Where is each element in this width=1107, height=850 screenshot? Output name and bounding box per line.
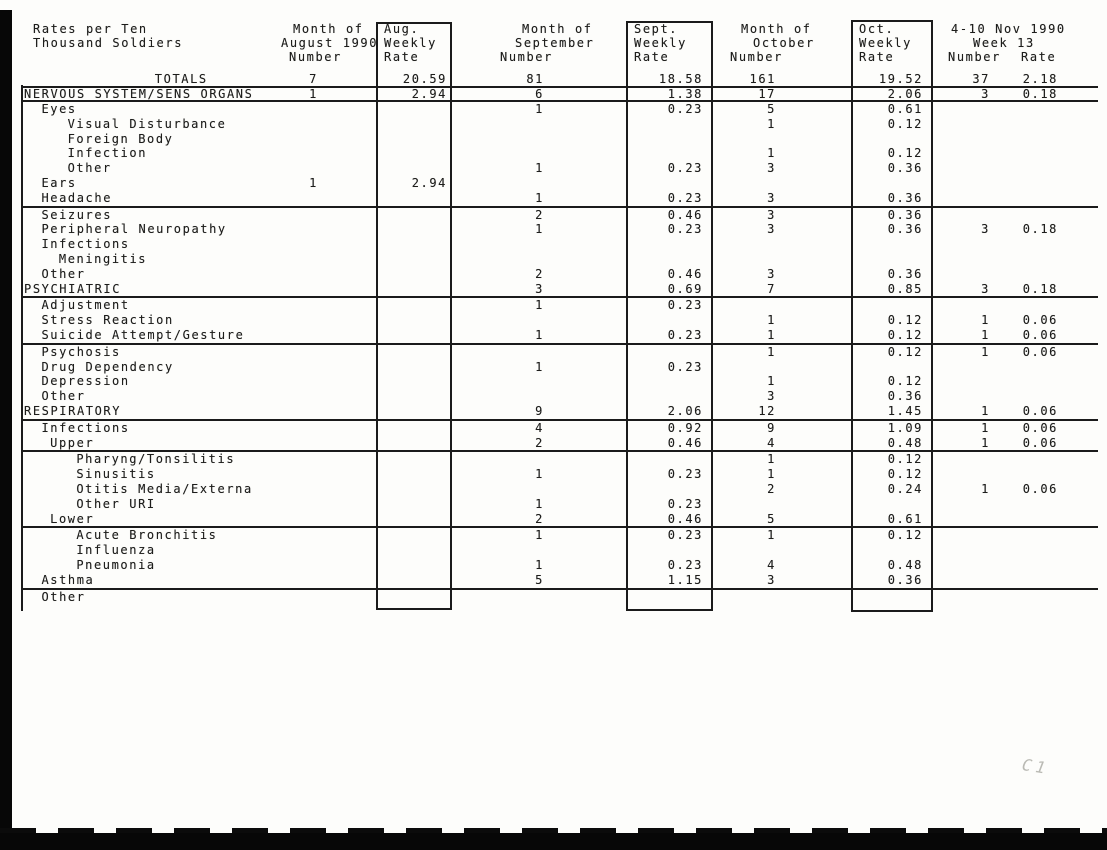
scan-edge-bottom bbox=[0, 833, 1107, 850]
cell-oct-rate: 0.12 bbox=[887, 374, 923, 389]
cell-oct-number: 1 bbox=[767, 528, 776, 543]
row-label: Sinusitis bbox=[76, 467, 156, 482]
table-row bbox=[22, 252, 1098, 267]
row-label: Visual Disturbance bbox=[67, 116, 227, 131]
table-row bbox=[22, 73, 1098, 88]
table-row bbox=[22, 436, 1098, 453]
table-row bbox=[22, 467, 1098, 482]
table-row bbox=[22, 117, 1098, 132]
cell-sep-number: 4 bbox=[535, 420, 544, 435]
cell-oct-number: 1 bbox=[767, 344, 776, 359]
cell-oct-rate: 0.85 bbox=[887, 281, 923, 296]
cell-oct-number: 3 bbox=[767, 572, 776, 587]
row-label: Other bbox=[41, 589, 86, 604]
cell-nov-rate: 0.06 bbox=[1022, 481, 1058, 496]
table-row bbox=[22, 222, 1098, 237]
cell-sep-rate: 0.23 bbox=[667, 467, 703, 482]
cell-oct-number: 1 bbox=[767, 452, 776, 467]
cell-nov-number: 1 bbox=[981, 481, 990, 496]
cell-nov-rate: 0.06 bbox=[1022, 313, 1058, 328]
cell-sep-number: 1 bbox=[535, 190, 544, 205]
cell-sep-rate: 0.23 bbox=[667, 161, 703, 176]
cell-nov-rate: 0.18 bbox=[1022, 87, 1058, 101]
cell-oct-number: 1 bbox=[767, 327, 776, 342]
cell-oct-rate: 0.36 bbox=[887, 207, 923, 222]
cell-oct-number: 12 bbox=[758, 403, 776, 418]
cell-oct-number: 3 bbox=[767, 161, 776, 176]
cell-oct-number: 5 bbox=[767, 102, 776, 116]
table-row bbox=[22, 389, 1098, 404]
cell-oct-rate: 0.36 bbox=[887, 190, 923, 205]
table-row bbox=[22, 528, 1098, 543]
cell-sep-number: 81 bbox=[526, 72, 544, 86]
row-label: Adjustment bbox=[41, 298, 130, 313]
cell-sep-number: 1 bbox=[535, 359, 544, 374]
col-oct-header-line1: Month of bbox=[741, 22, 812, 36]
row-label: Other bbox=[41, 389, 86, 404]
cell-sep-rate: 0.23 bbox=[667, 557, 703, 572]
cell-oct-rate: 0.48 bbox=[887, 557, 923, 572]
row-label: Other bbox=[41, 266, 86, 281]
table-row bbox=[22, 176, 1098, 191]
col-sep-rate-header-line3: Rate bbox=[634, 50, 670, 64]
cell-oct-rate: 0.61 bbox=[887, 511, 923, 526]
table-row bbox=[22, 282, 1098, 299]
row-label: Infection bbox=[67, 146, 148, 161]
table-row bbox=[22, 512, 1098, 529]
cell-sep-number: 2 bbox=[535, 207, 544, 222]
cell-sep-number: 2 bbox=[535, 511, 544, 526]
cell-oct-rate: 0.24 bbox=[887, 481, 923, 496]
row-label: Ears bbox=[41, 175, 77, 190]
col-aug-header-line1: Month of bbox=[293, 22, 364, 36]
col-oct-header-line3: Number bbox=[730, 50, 783, 64]
cell-oct-rate: 0.12 bbox=[887, 528, 923, 543]
col-aug-rate-header-line1: Aug. bbox=[384, 22, 420, 36]
cell-nov-number: 1 bbox=[981, 327, 990, 342]
cell-sep-rate: 0.46 bbox=[667, 435, 703, 450]
table-row bbox=[22, 191, 1098, 208]
cell-oct-rate: 0.48 bbox=[887, 435, 923, 450]
cell-oct-rate: 0.36 bbox=[887, 266, 923, 281]
row-label: Headache bbox=[41, 190, 113, 205]
table-row bbox=[22, 558, 1098, 573]
cell-sep-number: 1 bbox=[535, 298, 544, 313]
cell-sep-rate: 0.23 bbox=[667, 190, 703, 205]
cell-oct-rate: 0.36 bbox=[887, 161, 923, 176]
col-sep-header-line2: September bbox=[515, 36, 595, 50]
row-label: Acute Bronchitis bbox=[76, 528, 218, 543]
cell-sep-number: 2 bbox=[535, 435, 544, 450]
cell-sep-number: 1 bbox=[535, 102, 544, 116]
row-label: Eyes bbox=[41, 102, 77, 116]
table-row bbox=[22, 404, 1098, 421]
cell-sep-rate: 0.46 bbox=[667, 266, 703, 281]
table-row bbox=[22, 88, 1098, 102]
cell-oct-number: 1 bbox=[767, 116, 776, 131]
cell-sep-rate: 0.23 bbox=[667, 496, 703, 511]
row-label: Other bbox=[67, 161, 112, 176]
row-label: Influenza bbox=[76, 543, 156, 558]
cell-oct-number: 9 bbox=[767, 420, 776, 435]
cell-oct-number: 4 bbox=[767, 435, 776, 450]
cell-nov-rate: 0.18 bbox=[1022, 281, 1058, 296]
row-label: Peripheral Neuropathy bbox=[41, 222, 227, 237]
cell-aug-number: 7 bbox=[309, 72, 318, 86]
col-aug-rate-header-line2: Weekly bbox=[384, 36, 437, 50]
scan-edge-left bbox=[0, 10, 12, 850]
cell-oct-number: 1 bbox=[767, 313, 776, 328]
cell-sep-number: 1 bbox=[535, 528, 544, 543]
cell-nov-number: 37 bbox=[972, 72, 990, 86]
cell-nov-rate: 0.06 bbox=[1022, 403, 1058, 418]
cell-sep-number: 1 bbox=[535, 467, 544, 482]
cell-oct-rate: 0.61 bbox=[887, 102, 923, 116]
cell-nov-number: 3 bbox=[981, 281, 990, 296]
cell-oct-rate: 0.12 bbox=[887, 452, 923, 467]
cell-sep-number: 3 bbox=[535, 281, 544, 296]
table-row bbox=[22, 543, 1098, 558]
col-aug-header-line2: August 1990 bbox=[281, 36, 379, 50]
row-label: Psychosis bbox=[41, 344, 121, 359]
col-nov-rate-header: Rate bbox=[1021, 50, 1057, 64]
col-sep-header-line1: Month of bbox=[522, 22, 593, 36]
cell-sep-number: 1 bbox=[535, 327, 544, 342]
row-label: Seizures bbox=[41, 207, 113, 222]
table-row bbox=[22, 482, 1098, 497]
doc-title-line2: Thousand Soldiers bbox=[33, 36, 184, 50]
cell-aug-number: 1 bbox=[309, 87, 318, 101]
cell-aug-rate: 2.94 bbox=[411, 175, 447, 190]
cell-oct-rate: 0.36 bbox=[887, 389, 923, 404]
cell-oct-rate: 0.36 bbox=[887, 572, 923, 587]
row-label: Asthma bbox=[41, 572, 95, 587]
cell-sep-rate: 0.69 bbox=[667, 281, 703, 296]
col-oct-rate-header-line2: Weekly bbox=[859, 36, 912, 50]
cell-sep-number: 6 bbox=[535, 87, 544, 101]
cell-sep-rate: 0.46 bbox=[667, 207, 703, 222]
cell-aug-rate: 20.59 bbox=[402, 72, 447, 86]
table-row bbox=[22, 421, 1098, 436]
cell-nov-rate: 0.06 bbox=[1022, 327, 1058, 342]
row-label: Drug Dependency bbox=[41, 359, 174, 374]
cell-oct-number: 4 bbox=[767, 557, 776, 572]
col-oct-rate-header-line1: Oct. bbox=[859, 22, 895, 36]
cell-sep-rate: 1.15 bbox=[667, 572, 703, 587]
row-label: Lower bbox=[50, 511, 95, 526]
cell-nov-number: 1 bbox=[981, 420, 990, 435]
col-aug-header-line3: Number bbox=[289, 50, 342, 64]
cell-oct-number: 3 bbox=[767, 222, 776, 237]
cell-oct-number: 1 bbox=[767, 146, 776, 161]
col-aug-rate-header-line3: Rate bbox=[384, 50, 420, 64]
row-label: Suicide Attempt/Gesture bbox=[41, 327, 245, 342]
table-row bbox=[22, 208, 1098, 223]
col-oct-rate-header-line3: Rate bbox=[859, 50, 895, 64]
row-label: Meningitis bbox=[58, 251, 148, 266]
row-label: Depression bbox=[41, 374, 130, 389]
row-label: Infections bbox=[41, 420, 130, 435]
row-label: Otitis Media/Externa bbox=[76, 481, 253, 496]
table-row bbox=[22, 360, 1098, 375]
cell-nov-rate: 0.06 bbox=[1022, 435, 1058, 450]
row-label: Infections bbox=[41, 237, 130, 252]
row-label: TOTALS bbox=[154, 72, 208, 86]
cell-oct-rate: 0.12 bbox=[887, 344, 923, 359]
table-row bbox=[22, 298, 1098, 313]
table-row bbox=[22, 237, 1098, 252]
cell-nov-number: 1 bbox=[981, 403, 990, 418]
row-label: NERVOUS SYSTEM/SENS ORGANS bbox=[24, 87, 254, 101]
cell-sep-number: 5 bbox=[535, 572, 544, 587]
cell-oct-rate: 0.36 bbox=[887, 222, 923, 237]
doc-title-line1: Rates per Ten bbox=[33, 22, 148, 36]
table-row bbox=[22, 146, 1098, 161]
row-label: RESPIRATORY bbox=[24, 403, 122, 418]
cell-nov-number: 1 bbox=[981, 435, 990, 450]
cell-sep-number: 1 bbox=[535, 161, 544, 176]
cell-oct-rate: 0.12 bbox=[887, 313, 923, 328]
cell-nov-number: 3 bbox=[981, 222, 990, 237]
cell-sep-number: 1 bbox=[535, 496, 544, 511]
cell-nov-number: 3 bbox=[981, 87, 990, 101]
cell-oct-number: 161 bbox=[749, 72, 776, 86]
table-row bbox=[22, 590, 1098, 605]
col-sep-header-line3: Number bbox=[500, 50, 553, 64]
table-row bbox=[22, 267, 1098, 282]
cell-oct-rate: 0.12 bbox=[887, 146, 923, 161]
col-nov-number-header: Number bbox=[948, 50, 1001, 64]
cell-aug-number: 1 bbox=[309, 175, 318, 190]
cell-sep-rate: 0.23 bbox=[667, 359, 703, 374]
cell-sep-rate: 0.23 bbox=[667, 222, 703, 237]
cell-oct-number: 1 bbox=[767, 467, 776, 482]
col-sep-rate-header-line1: Sept. bbox=[634, 22, 679, 36]
cell-sep-rate: 18.58 bbox=[658, 72, 703, 86]
row-label: Pneumonia bbox=[76, 557, 156, 572]
col-oct-header-line2: October bbox=[753, 36, 815, 50]
cell-oct-number: 5 bbox=[767, 511, 776, 526]
cell-oct-number: 3 bbox=[767, 389, 776, 404]
cell-oct-number: 3 bbox=[767, 207, 776, 222]
cell-oct-rate: 19.52 bbox=[878, 72, 923, 86]
cell-sep-rate: 0.23 bbox=[667, 102, 703, 116]
cell-aug-rate: 2.94 bbox=[411, 87, 447, 101]
table-row bbox=[22, 374, 1098, 389]
table-row bbox=[22, 573, 1098, 590]
cell-nov-rate: 0.06 bbox=[1022, 344, 1058, 359]
cell-oct-number: 7 bbox=[767, 281, 776, 296]
cell-oct-number: 3 bbox=[767, 190, 776, 205]
row-label: Pharyng/Tonsilitis bbox=[76, 452, 236, 467]
cell-nov-number: 1 bbox=[981, 313, 990, 328]
cell-nov-number: 1 bbox=[981, 344, 990, 359]
cell-sep-number: 9 bbox=[535, 403, 544, 418]
cell-sep-number: 2 bbox=[535, 266, 544, 281]
table-row bbox=[22, 452, 1098, 467]
cell-sep-rate: 0.23 bbox=[667, 528, 703, 543]
cell-oct-rate: 1.09 bbox=[887, 420, 923, 435]
col-nov-header-line2: Week 13 bbox=[973, 36, 1035, 50]
cell-oct-rate: 0.12 bbox=[887, 467, 923, 482]
cell-sep-rate: 1.38 bbox=[667, 87, 703, 101]
col-nov-header-line1: 4-10 Nov 1990 bbox=[951, 22, 1066, 36]
row-label: Stress Reaction bbox=[41, 313, 174, 328]
cell-oct-rate: 0.12 bbox=[887, 116, 923, 131]
table-row bbox=[22, 313, 1098, 328]
cell-oct-rate: 1.45 bbox=[887, 403, 923, 418]
table-row bbox=[22, 328, 1098, 345]
cell-sep-rate: 0.46 bbox=[667, 511, 703, 526]
row-label: Upper bbox=[50, 435, 95, 450]
table-row bbox=[22, 102, 1098, 117]
cell-nov-rate: 0.18 bbox=[1022, 222, 1058, 237]
row-label: Foreign Body bbox=[67, 131, 174, 146]
cell-sep-rate: 0.23 bbox=[667, 298, 703, 313]
table-row bbox=[22, 497, 1098, 512]
cell-sep-number: 1 bbox=[535, 222, 544, 237]
table-row bbox=[22, 132, 1098, 147]
col-sep-rate-header-line2: Weekly bbox=[634, 36, 687, 50]
row-label: Other URI bbox=[76, 496, 156, 511]
cell-nov-rate: 0.06 bbox=[1022, 420, 1058, 435]
handwritten-mark: C1 bbox=[1018, 755, 1053, 778]
table-row bbox=[22, 345, 1098, 360]
cell-nov-rate: 2.18 bbox=[1022, 72, 1058, 86]
cell-oct-number: 3 bbox=[767, 266, 776, 281]
cell-oct-number: 2 bbox=[767, 481, 776, 496]
cell-oct-number: 1 bbox=[767, 374, 776, 389]
cell-sep-rate: 0.92 bbox=[667, 420, 703, 435]
cell-oct-number: 17 bbox=[758, 87, 776, 101]
table-row bbox=[22, 161, 1098, 176]
cell-sep-rate: 0.23 bbox=[667, 327, 703, 342]
cell-sep-rate: 2.06 bbox=[667, 403, 703, 418]
cell-oct-rate: 0.12 bbox=[887, 327, 923, 342]
cell-sep-number: 1 bbox=[535, 557, 544, 572]
row-label: PSYCHIATRIC bbox=[24, 281, 122, 296]
cell-oct-rate: 2.06 bbox=[887, 87, 923, 101]
rates-table bbox=[22, 73, 1098, 604]
